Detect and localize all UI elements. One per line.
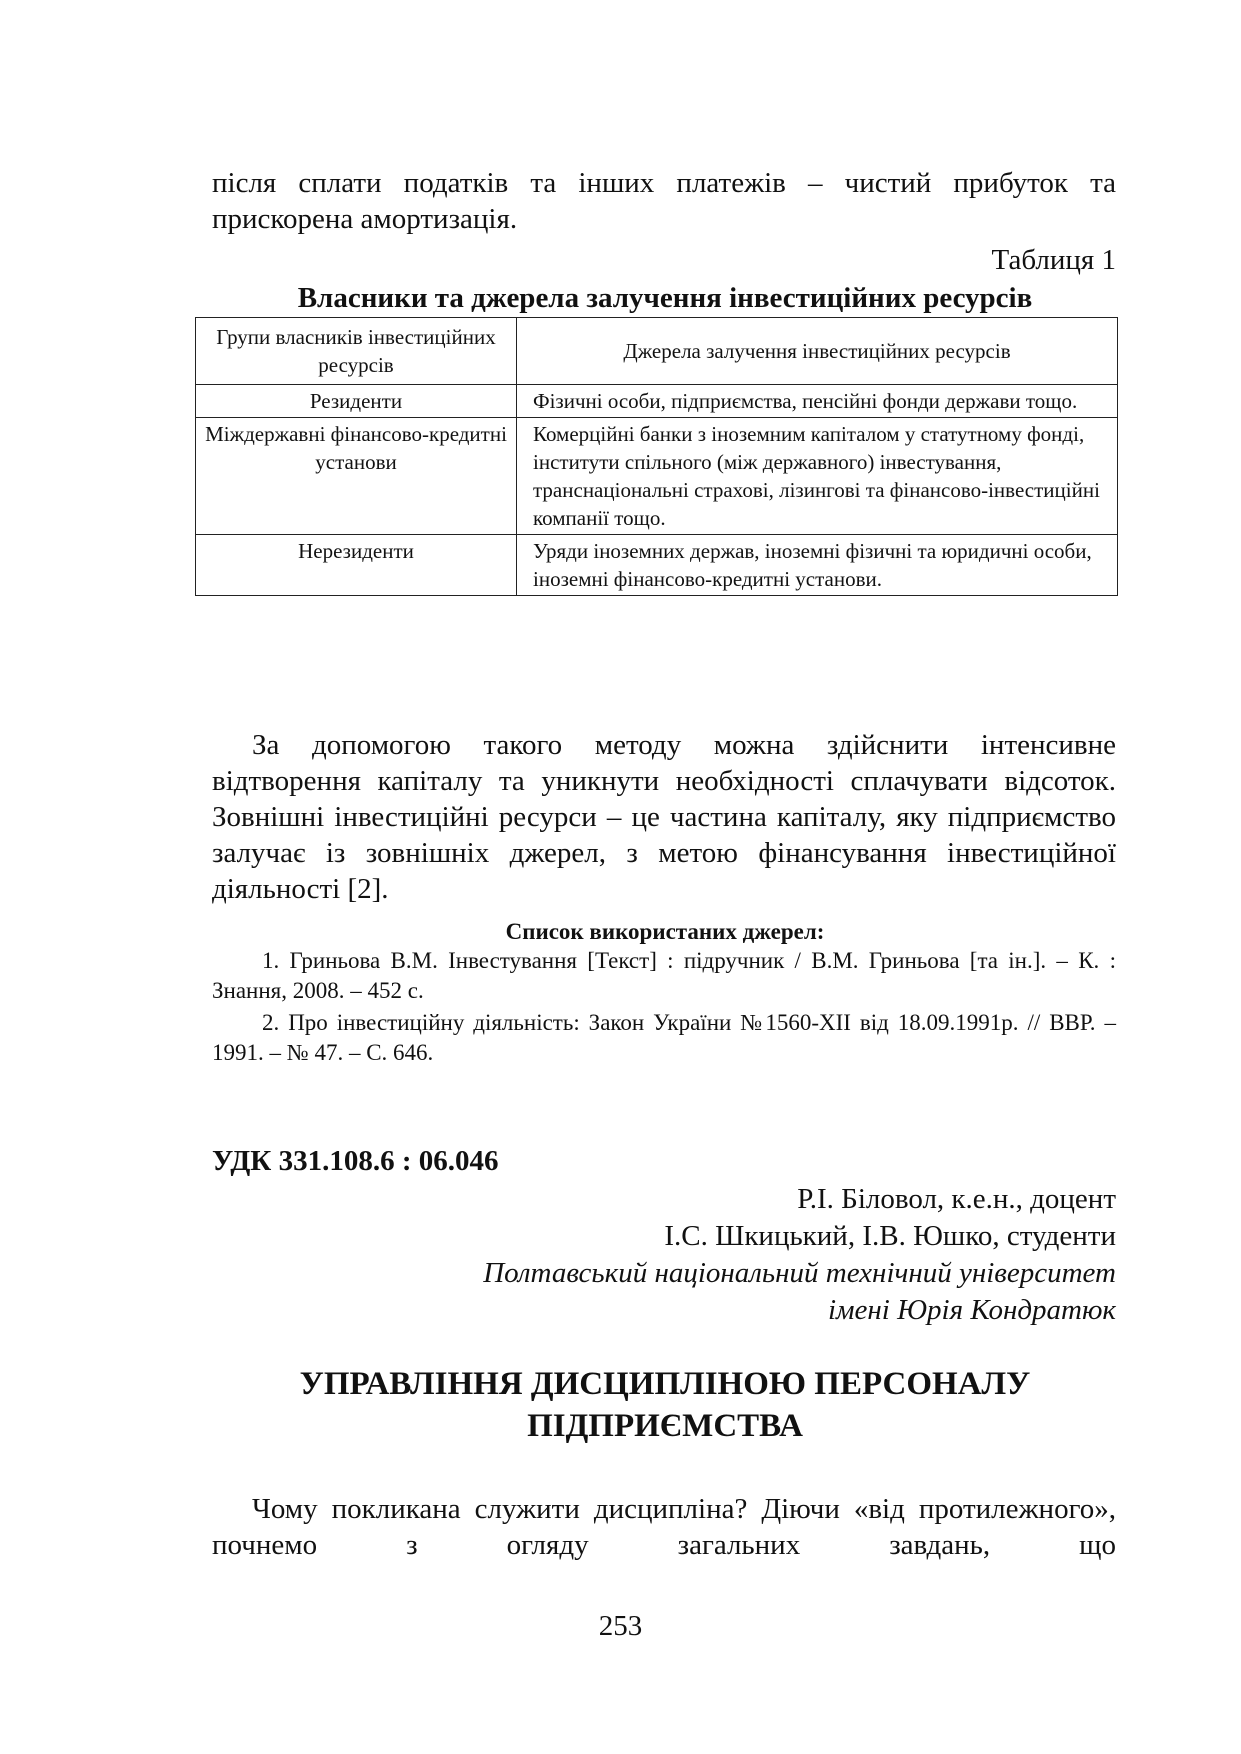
table-cell-group: Міждержавні фінансово-кредитні установи — [196, 418, 517, 535]
paragraph-continuation: після сплати податків та інших платежів – чистий прибуток та прискорена амортизація. — [212, 167, 1116, 235]
body-paragraph: За допомогою такого методу можна здійснити інтенсивне відтворення капіталу та уникнути необхідності сплачувати відсоток. Зовнішні інвестиційні ресурси – це частина капіталу, яку підприємство залучає із зовнішніх джерел, з метою фінансування інвестиційної діяльності [2]. — [212, 729, 1116, 905]
table-title: Власники та джерела залучення інвестиційних ресурсів — [297, 282, 1033, 314]
table-cell-sources: Комерційні банки з іноземним капіталом у статутному фонді, інститути спільного (між державного) інвестування, транснаціональні страхові, лізингові та фінансово-інвестиційні компанії тощо. — [517, 418, 1118, 535]
table-header-cell: Джерела залучення інвестиційних ресурсів — [517, 318, 1118, 385]
table-header-row — [196, 318, 1118, 385]
university-line: імені Юрія Кондратюк — [827, 1294, 1116, 1326]
reference-item: 2. Про інвестиційну діяльність: Закон України №1560-ХІІ від 18.09.1991р. // ВВР. – 1991. – № 47. – С. 646. — [212, 1010, 1116, 1065]
table-header-cell: Групи власників інвестиційних ресурсів — [196, 318, 517, 385]
investment-sources-table — [195, 317, 1118, 596]
article-title-line: ПІДПРИЄМСТВА — [527, 1408, 803, 1444]
article-title — [195, 1363, 1135, 1447]
table-cell-sources: Фізичні особи, підприємства, пенсійні фонди держави тощо. — [517, 385, 1118, 418]
table-row — [196, 418, 1118, 535]
table-cell-group: Резиденти — [196, 385, 517, 418]
table-row — [196, 385, 1118, 418]
article-title-line: УПРАВЛІННЯ ДИСЦИПЛІНОЮ ПЕРСОНАЛУ — [299, 1366, 1031, 1402]
page-number: 253 — [598, 1610, 643, 1642]
references-title: Список використаних джерел: — [505, 919, 825, 944]
author-line: Р.І. Біловол, к.е.н., доцент — [797, 1183, 1116, 1215]
table-caption: Таблиця 1 — [991, 244, 1116, 276]
university-line: Полтавський національний технічний університет — [483, 1257, 1116, 1289]
table-cell-group: Нерезиденти — [196, 535, 517, 596]
table-row — [196, 535, 1118, 596]
reference-item: 1. Гриньова В.М. Інвестування [Текст] : підручник / В.М. Гриньова [та ін.]. – К. : Знання, 2008. – 452 с. — [212, 948, 1116, 1003]
table-cell-sources: Уряди іноземних держав, іноземні фізичні та юридичні особи, іноземні фінансово-кредитні установи. — [517, 535, 1118, 596]
body-paragraph: Чому покликана служити дисципліна? Діючи «від протилежного», почнемо з огляду загальних завдань, що — [212, 1493, 1116, 1561]
author-line: І.С. Шкицький, І.В. Юшко, студенти — [664, 1220, 1116, 1252]
udc-code: УДК 331.108.6 : 06.046 — [212, 1145, 499, 1177]
